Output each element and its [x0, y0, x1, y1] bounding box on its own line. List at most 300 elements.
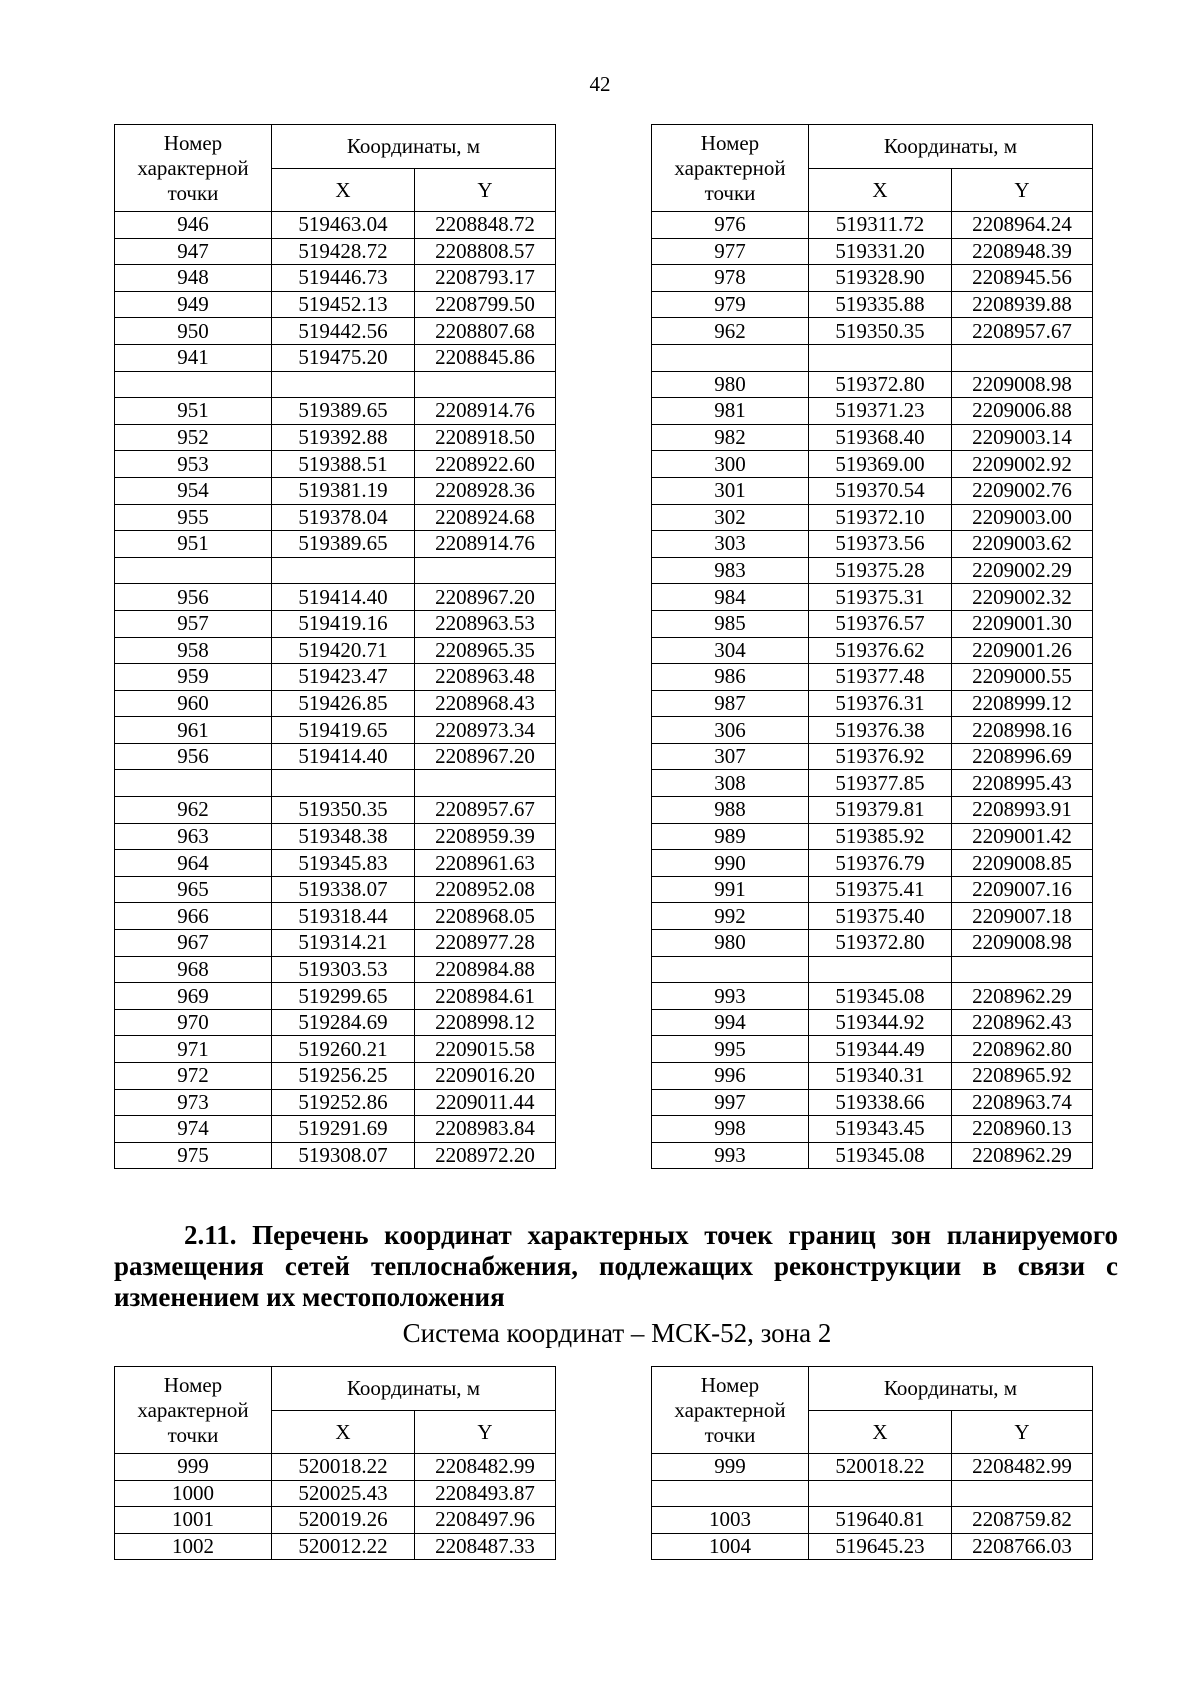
table-row — [652, 584, 1093, 611]
point-number-cell: 951 — [115, 398, 272, 425]
table-row — [652, 504, 1093, 531]
x-coordinate-cell: 520018.22 — [809, 1454, 952, 1481]
table-row — [115, 850, 556, 877]
table-row — [115, 531, 556, 558]
y-coordinate-cell: 2209002.29 — [952, 557, 1093, 584]
x-coordinate-cell: 519389.65 — [272, 398, 415, 425]
point-number-cell: 948 — [115, 265, 272, 292]
y-coordinate-cell: 2208977.28 — [415, 930, 556, 957]
point-number-cell: 301 — [652, 477, 809, 504]
x-coordinate-cell: 519260.21 — [272, 1036, 415, 1063]
x-coordinate-cell: 519371.23 — [809, 398, 952, 425]
point-number-cell: 975 — [115, 1142, 272, 1169]
point-number-cell: 999 — [115, 1454, 272, 1481]
table-row — [652, 743, 1093, 770]
point-number-cell: 963 — [115, 823, 272, 850]
x-coordinate-cell: 519299.65 — [272, 983, 415, 1010]
point-number-cell: 300 — [652, 451, 809, 478]
coordinates-header: Координаты, м — [809, 1367, 1093, 1411]
y-coordinate-cell: 2209002.76 — [952, 477, 1093, 504]
x-coordinate-cell: 519414.40 — [272, 584, 415, 611]
point-number-cell: 964 — [115, 850, 272, 877]
point-number-cell: 973 — [115, 1089, 272, 1116]
x-coordinate-cell: 519368.40 — [809, 424, 952, 451]
y-coordinate-cell: 2208993.91 — [952, 797, 1093, 824]
point-number-cell — [115, 371, 272, 398]
y-coordinate-cell: 2208922.60 — [415, 451, 556, 478]
point-number-cell: 949 — [115, 291, 272, 318]
x-coordinate-cell: 519345.08 — [809, 983, 952, 1010]
x-coordinate-cell — [272, 557, 415, 584]
y-coordinate-cell: 2208493.87 — [415, 1480, 556, 1507]
point-number-cell: 985 — [652, 610, 809, 637]
y-coordinate-cell: 2208995.43 — [952, 770, 1093, 797]
point-number-cell: 961 — [115, 717, 272, 744]
x-coordinate-cell: 519376.79 — [809, 850, 952, 877]
table-row — [652, 557, 1093, 584]
y-coordinate-cell: 2209008.85 — [952, 850, 1093, 877]
point-number-cell: 302 — [652, 504, 809, 531]
coordinates-table-bottom-left — [114, 1366, 556, 1560]
x-coordinate-cell: 519376.31 — [809, 690, 952, 717]
y-coordinate-cell: 2208952.08 — [415, 876, 556, 903]
point-number-cell: 979 — [652, 291, 809, 318]
point-number-cell: 978 — [652, 265, 809, 292]
x-coordinate-cell: 519419.16 — [272, 610, 415, 637]
table-row — [652, 1507, 1093, 1534]
point-number-cell: 996 — [652, 1063, 809, 1090]
x-coordinate-cell: 519303.53 — [272, 956, 415, 983]
y-coordinate-cell: 2209002.92 — [952, 451, 1093, 478]
table-row — [652, 850, 1093, 877]
table-row — [652, 424, 1093, 451]
point-number-cell: 946 — [115, 212, 272, 239]
y-header: Y — [415, 1411, 556, 1454]
table-row — [115, 557, 556, 584]
point-number-cell: 941 — [115, 344, 272, 371]
y-coordinate-cell: 2208984.61 — [415, 983, 556, 1010]
point-number-cell: 968 — [115, 956, 272, 983]
point-number-cell: 303 — [652, 531, 809, 558]
table-row — [652, 265, 1093, 292]
y-coordinate-cell: 2208967.20 — [415, 584, 556, 611]
point-number-cell — [115, 557, 272, 584]
x-coordinate-cell — [809, 1480, 952, 1507]
point-number-cell — [115, 770, 272, 797]
table-row — [652, 318, 1093, 345]
point-number-cell: 304 — [652, 637, 809, 664]
table-row — [115, 291, 556, 318]
point-number-cell: 952 — [115, 424, 272, 451]
y-coordinate-cell — [952, 956, 1093, 983]
y-coordinate-cell: 2208960.13 — [952, 1116, 1093, 1143]
y-coordinate-cell: 2209007.16 — [952, 876, 1093, 903]
point-number-cell: 958 — [115, 637, 272, 664]
table-row — [115, 398, 556, 425]
table-row — [115, 930, 556, 957]
point-number-cell: 955 — [115, 504, 272, 531]
x-header: X — [272, 169, 415, 212]
x-coordinate-cell: 519372.10 — [809, 504, 952, 531]
table-row — [115, 983, 556, 1010]
y-coordinate-cell: 2208963.53 — [415, 610, 556, 637]
table-row — [115, 743, 556, 770]
y-coordinate-cell — [952, 344, 1093, 371]
y-coordinate-cell: 2208962.80 — [952, 1036, 1093, 1063]
table-row — [115, 1036, 556, 1063]
y-coordinate-cell: 2208482.99 — [415, 1454, 556, 1481]
x-coordinate-cell: 519373.56 — [809, 531, 952, 558]
y-coordinate-cell: 2208962.43 — [952, 1009, 1093, 1036]
table-row — [115, 344, 556, 371]
y-header: Y — [952, 169, 1093, 212]
x-coordinate-cell: 519392.88 — [272, 424, 415, 451]
y-coordinate-cell: 2208807.68 — [415, 318, 556, 345]
section-heading: 2.11. Перечень координат характерных точек границ зон планируемого размещения сетей теплоснабжения, подлежащих реконструкции в связи с изменением их местоположения — [114, 1220, 1118, 1312]
x-header: X — [809, 1411, 952, 1454]
x-coordinate-cell: 519284.69 — [272, 1009, 415, 1036]
table-row — [652, 956, 1093, 983]
x-coordinate-cell: 519442.56 — [272, 318, 415, 345]
page-number: 42 — [589, 72, 611, 96]
x-coordinate-cell: 519252.86 — [272, 1089, 415, 1116]
y-coordinate-cell: 2208957.67 — [952, 318, 1093, 345]
table-row — [652, 398, 1093, 425]
y-coordinate-cell: 2208497.96 — [415, 1507, 556, 1534]
table-row — [115, 238, 556, 265]
table-row — [115, 664, 556, 691]
point-number-cell: 986 — [652, 664, 809, 691]
table-row — [652, 1089, 1093, 1116]
point-number-cell: 962 — [652, 318, 809, 345]
x-coordinate-cell: 519375.31 — [809, 584, 952, 611]
table-row — [652, 983, 1093, 1010]
point-number-cell: 1001 — [115, 1507, 272, 1534]
y-coordinate-cell: 2208945.56 — [952, 265, 1093, 292]
y-coordinate-cell: 2208972.20 — [415, 1142, 556, 1169]
table-row — [652, 531, 1093, 558]
point-number-cell: 980 — [652, 371, 809, 398]
table-row — [115, 717, 556, 744]
table-row — [652, 451, 1093, 478]
x-coordinate-cell: 519376.38 — [809, 717, 952, 744]
table-row — [115, 610, 556, 637]
point-number-cell: 970 — [115, 1009, 272, 1036]
y-coordinate-cell: 2208968.05 — [415, 903, 556, 930]
y-coordinate-cell: 2209015.58 — [415, 1036, 556, 1063]
point-number-cell: 959 — [115, 664, 272, 691]
y-coordinate-cell: 2208808.57 — [415, 238, 556, 265]
x-coordinate-cell: 519426.85 — [272, 690, 415, 717]
x-coordinate-cell: 519370.54 — [809, 477, 952, 504]
x-coordinate-cell: 520012.22 — [272, 1533, 415, 1560]
table-row — [115, 690, 556, 717]
x-coordinate-cell: 519640.81 — [809, 1507, 952, 1534]
x-coordinate-cell: 519385.92 — [809, 823, 952, 850]
x-coordinate-cell: 519311.72 — [809, 212, 952, 239]
point-number-cell — [652, 344, 809, 371]
y-coordinate-cell: 2209007.18 — [952, 903, 1093, 930]
y-coordinate-cell: 2209001.42 — [952, 823, 1093, 850]
point-number-cell: 967 — [115, 930, 272, 957]
point-number-cell: 956 — [115, 584, 272, 611]
table-row — [652, 344, 1093, 371]
point-number-cell: 951 — [115, 531, 272, 558]
x-coordinate-cell: 519388.51 — [272, 451, 415, 478]
table-row — [115, 770, 556, 797]
point-number-cell: 990 — [652, 850, 809, 877]
table-row — [652, 1454, 1093, 1481]
table-row — [652, 212, 1093, 239]
x-coordinate-cell: 519414.40 — [272, 743, 415, 770]
table-row — [115, 504, 556, 531]
y-coordinate-cell: 2209011.44 — [415, 1089, 556, 1116]
y-coordinate-cell: 2208998.16 — [952, 717, 1093, 744]
point-number-header: Номер характерной точки — [115, 1367, 272, 1454]
y-coordinate-cell: 2209001.26 — [952, 637, 1093, 664]
y-coordinate-cell: 2208759.82 — [952, 1507, 1093, 1534]
y-coordinate-cell: 2208983.84 — [415, 1116, 556, 1143]
table-row — [652, 477, 1093, 504]
point-number-cell: 993 — [652, 1142, 809, 1169]
x-coordinate-cell: 519343.45 — [809, 1116, 952, 1143]
table-row — [115, 1142, 556, 1169]
x-coordinate-cell: 519345.08 — [809, 1142, 952, 1169]
y-coordinate-cell: 2209003.14 — [952, 424, 1093, 451]
table-row — [115, 1063, 556, 1090]
table-row — [652, 1533, 1093, 1560]
table-row — [652, 797, 1093, 824]
x-coordinate-cell: 519375.40 — [809, 903, 952, 930]
y-coordinate-cell: 2209003.00 — [952, 504, 1093, 531]
point-number-cell: 1000 — [115, 1480, 272, 1507]
y-coordinate-cell: 2209008.98 — [952, 930, 1093, 957]
point-number-cell: 989 — [652, 823, 809, 850]
x-coordinate-cell — [272, 371, 415, 398]
table-row — [115, 584, 556, 611]
point-number-cell: 994 — [652, 1009, 809, 1036]
y-coordinate-cell: 2208848.72 — [415, 212, 556, 239]
point-number-cell — [652, 956, 809, 983]
x-coordinate-cell: 519335.88 — [809, 291, 952, 318]
x-coordinate-cell: 519350.35 — [272, 797, 415, 824]
y-coordinate-cell — [415, 371, 556, 398]
point-number-cell: 998 — [652, 1116, 809, 1143]
point-number-cell: 969 — [115, 983, 272, 1010]
x-coordinate-cell: 519308.07 — [272, 1142, 415, 1169]
table-row — [652, 717, 1093, 744]
point-number-header: Номер характерной точки — [652, 1367, 809, 1454]
x-coordinate-cell: 519446.73 — [272, 265, 415, 292]
x-coordinate-cell: 519375.28 — [809, 557, 952, 584]
table-row — [652, 1480, 1093, 1507]
table-row — [652, 664, 1093, 691]
y-coordinate-cell: 2208962.29 — [952, 1142, 1093, 1169]
x-coordinate-cell: 519375.41 — [809, 876, 952, 903]
point-number-cell: 954 — [115, 477, 272, 504]
x-coordinate-cell: 519376.92 — [809, 743, 952, 770]
table-row — [652, 1063, 1093, 1090]
table-row — [652, 610, 1093, 637]
x-coordinate-cell: 519328.90 — [809, 265, 952, 292]
y-coordinate-cell: 2208959.39 — [415, 823, 556, 850]
x-coordinate-cell: 519344.49 — [809, 1036, 952, 1063]
table-row — [115, 318, 556, 345]
point-number-cell: 987 — [652, 690, 809, 717]
y-coordinate-cell: 2208984.88 — [415, 956, 556, 983]
table-row — [115, 1454, 556, 1481]
x-coordinate-cell: 519377.48 — [809, 664, 952, 691]
x-coordinate-cell: 519389.65 — [272, 531, 415, 558]
y-coordinate-cell: 2208766.03 — [952, 1533, 1093, 1560]
y-coordinate-cell: 2208968.43 — [415, 690, 556, 717]
coordinate-system-caption: Система координат – МСК-52, зона 2 — [402, 1318, 832, 1348]
x-coordinate-cell: 519369.00 — [809, 451, 952, 478]
table-row — [652, 371, 1093, 398]
y-header: Y — [952, 1411, 1093, 1454]
x-coordinate-cell: 519379.81 — [809, 797, 952, 824]
x-coordinate-cell: 519428.72 — [272, 238, 415, 265]
x-coordinate-cell: 519420.71 — [272, 637, 415, 664]
y-coordinate-cell: 2208996.69 — [952, 743, 1093, 770]
table-row — [652, 690, 1093, 717]
y-coordinate-cell: 2208961.63 — [415, 850, 556, 877]
table-row — [652, 1036, 1093, 1063]
x-coordinate-cell: 520025.43 — [272, 1480, 415, 1507]
y-coordinate-cell: 2208962.29 — [952, 983, 1093, 1010]
y-coordinate-cell: 2208924.68 — [415, 504, 556, 531]
point-number-cell — [652, 1480, 809, 1507]
y-coordinate-cell: 2208845.86 — [415, 344, 556, 371]
x-coordinate-cell: 520018.22 — [272, 1454, 415, 1481]
point-number-cell: 988 — [652, 797, 809, 824]
point-number-cell: 953 — [115, 451, 272, 478]
x-coordinate-cell: 519372.80 — [809, 930, 952, 957]
table-row — [115, 212, 556, 239]
table-row — [115, 956, 556, 983]
table-row — [115, 1116, 556, 1143]
point-number-cell: 966 — [115, 903, 272, 930]
x-coordinate-cell: 519419.65 — [272, 717, 415, 744]
y-coordinate-cell: 2208928.36 — [415, 477, 556, 504]
y-coordinate-cell — [952, 1480, 1093, 1507]
point-number-cell: 993 — [652, 983, 809, 1010]
point-number-cell: 992 — [652, 903, 809, 930]
x-coordinate-cell — [809, 956, 952, 983]
point-number-cell: 982 — [652, 424, 809, 451]
point-number-header: Номер характерной точки — [115, 125, 272, 212]
table-row — [115, 903, 556, 930]
y-coordinate-cell: 2208799.50 — [415, 291, 556, 318]
point-number-cell: 971 — [115, 1036, 272, 1063]
table-row — [115, 823, 556, 850]
y-coordinate-cell: 2209000.55 — [952, 664, 1093, 691]
y-coordinate-cell: 2208918.50 — [415, 424, 556, 451]
x-coordinate-cell: 519345.83 — [272, 850, 415, 877]
point-number-cell: 976 — [652, 212, 809, 239]
y-coordinate-cell: 2209008.98 — [952, 371, 1093, 398]
y-coordinate-cell: 2208964.24 — [952, 212, 1093, 239]
table-row — [115, 477, 556, 504]
y-coordinate-cell: 2209003.62 — [952, 531, 1093, 558]
table-row — [115, 424, 556, 451]
table-row — [652, 770, 1093, 797]
point-number-cell: 950 — [115, 318, 272, 345]
x-coordinate-cell: 519376.62 — [809, 637, 952, 664]
point-number-header: Номер характерной точки — [652, 125, 809, 212]
table-row — [652, 930, 1093, 957]
point-number-cell: 983 — [652, 557, 809, 584]
x-coordinate-cell — [272, 770, 415, 797]
y-coordinate-cell: 2209001.30 — [952, 610, 1093, 637]
coordinates-table-top-left — [114, 124, 556, 1169]
y-coordinate-cell: 2208482.99 — [952, 1454, 1093, 1481]
y-coordinate-cell: 2208965.92 — [952, 1063, 1093, 1090]
x-header: X — [272, 1411, 415, 1454]
point-number-cell: 1004 — [652, 1533, 809, 1560]
table-row — [115, 1480, 556, 1507]
point-number-cell: 981 — [652, 398, 809, 425]
table-row — [115, 637, 556, 664]
x-coordinate-cell: 519475.20 — [272, 344, 415, 371]
x-coordinate-cell: 519338.66 — [809, 1089, 952, 1116]
table-row — [115, 1009, 556, 1036]
x-coordinate-cell: 519291.69 — [272, 1116, 415, 1143]
x-coordinate-cell: 519423.47 — [272, 664, 415, 691]
x-coordinate-cell: 519372.80 — [809, 371, 952, 398]
x-coordinate-cell: 519331.20 — [809, 238, 952, 265]
y-coordinate-cell: 2208998.12 — [415, 1009, 556, 1036]
point-number-cell: 307 — [652, 743, 809, 770]
point-number-cell: 1003 — [652, 1507, 809, 1534]
x-coordinate-cell: 519340.31 — [809, 1063, 952, 1090]
y-header: Y — [415, 169, 556, 212]
point-number-cell: 1002 — [115, 1533, 272, 1560]
y-coordinate-cell: 2209002.32 — [952, 584, 1093, 611]
table-row — [115, 371, 556, 398]
x-coordinate-cell: 519314.21 — [272, 930, 415, 957]
y-coordinate-cell: 2208957.67 — [415, 797, 556, 824]
point-number-cell: 991 — [652, 876, 809, 903]
table-row — [115, 451, 556, 478]
y-coordinate-cell: 2208973.34 — [415, 717, 556, 744]
point-number-cell: 977 — [652, 238, 809, 265]
table-row — [652, 1116, 1093, 1143]
table-row — [652, 291, 1093, 318]
x-coordinate-cell: 519318.44 — [272, 903, 415, 930]
point-number-cell: 947 — [115, 238, 272, 265]
coordinates-header: Координаты, м — [272, 125, 556, 169]
y-coordinate-cell: 2209006.88 — [952, 398, 1093, 425]
x-coordinate-cell: 519452.13 — [272, 291, 415, 318]
y-coordinate-cell: 2208967.20 — [415, 743, 556, 770]
point-number-cell: 306 — [652, 717, 809, 744]
table-row — [652, 1009, 1093, 1036]
y-coordinate-cell: 2208948.39 — [952, 238, 1093, 265]
y-coordinate-cell: 2208487.33 — [415, 1533, 556, 1560]
point-number-cell: 960 — [115, 690, 272, 717]
y-coordinate-cell: 2208999.12 — [952, 690, 1093, 717]
y-coordinate-cell: 2208793.17 — [415, 265, 556, 292]
point-number-cell: 308 — [652, 770, 809, 797]
x-coordinate-cell: 520019.26 — [272, 1507, 415, 1534]
table-row — [652, 1142, 1093, 1169]
point-number-cell: 956 — [115, 743, 272, 770]
x-header: X — [809, 169, 952, 212]
table-row — [115, 1507, 556, 1534]
point-number-cell: 957 — [115, 610, 272, 637]
point-number-cell: 962 — [115, 797, 272, 824]
